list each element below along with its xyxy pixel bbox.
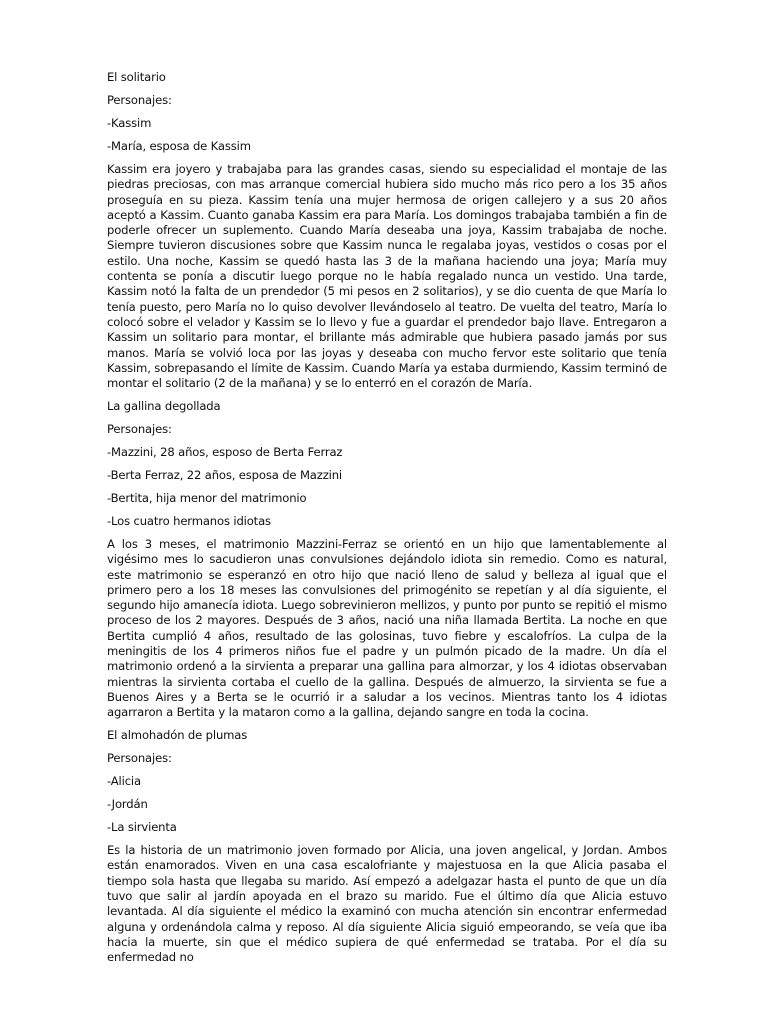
character-item: -Jordán bbox=[107, 797, 148, 812]
character-item: -Los cuatro hermanos idiotas bbox=[107, 514, 271, 528]
story-title: El solitario bbox=[107, 70, 166, 84]
characters-heading: Personajes: bbox=[107, 751, 172, 766]
character-item: -Bertita, hija menor del matrimonio bbox=[107, 491, 307, 506]
story-body: Es la historia de un matrimonio joven formado por Alicia, una joven angelical, y Jordan. Ambos están enamorados. Viven en una casa escalofriante y majestuosa en la que Alicia pasaba el tiempo sola hasta que llegaba su marido. Así empezó a adelgazar hasta el punto de que un día tuvo que salir al jardín apoyada en el brazo su marido. Fue el último día que Alicia estuvo levantada. Al día siguiente el médico la examinó con mucha atención sin encontrar enfermedad alguna y ordenándola calma y reposo. Al día siguiente Alicia siguió empeorando, se veía que iba hacia la muerte, sin que el médico supiera de qué enfermedad se trataba. Por el día su enfermedad no bbox=[107, 843, 667, 965]
characters-heading: Personajes: bbox=[107, 422, 172, 437]
character-item: -La sirvienta bbox=[107, 820, 177, 835]
story-title: La gallina degollada bbox=[107, 399, 221, 414]
character-item: -Mazzini, 28 años, esposo de Berta Ferraz bbox=[107, 445, 343, 460]
character-item: -Alicia bbox=[107, 774, 141, 789]
story-body: Kassim era joyero y trabajaba para las grandes casas, siendo su especialidad el montaje de las piedras preciosas, con mas arranque comercial hubiera sido mucho más rico pero a los 35 años proseguía en su pieza. Kassim tenía una mujer hermosa de origen callejero y a sus 20 años aceptó a Kassim. Cuanto ganaba Kassim era para María. Los domingos trabajaba también a fin de poderle ofrecer un suplemento. Cuando María deseaba una joya, Kassim trabajaba de noche. Siempre tuvieron discusiones sobre que Kassim nunca le regalaba joyas, vestidos o cosas por el estilo. Una noche, Kassim se quedó hasta las 3 de la mañana haciendo una joya; María muy contenta se ponía a discutir luego porque no le había regalado nunca un vestido. Una tarde, Kassim notó la falta de un prendedor (5 mi pesos en 2 solitarios), y se dio cuenta de que María lo tenía puesto, pero María no lo quiso devolver llevándoselo al teatro. De vuelta del teatro, María lo colocó sobre el velador y Kassim se lo llevo y fue a guardar el prendedor bajo llave. Entregaron a Kassim un solitario para montar, el brillante más admirable que hubiera pasado jamás por sus manos. María se volvió loca por las joyas y deseaba con mucho fervor este solitario que tenía Kassim, sobrepasando el límite de Kassim. Cuando María ya estaba durmiendo, Kassim terminó de montar el solitario (2 de la mañana) y se lo enterró en el corazón de María. bbox=[107, 161, 667, 391]
document-page bbox=[107, 70, 667, 973]
character-item: -Kassim bbox=[107, 115, 152, 130]
character-item: -María, esposa de Kassim bbox=[107, 138, 251, 153]
characters-heading: Personajes: bbox=[107, 92, 172, 107]
character-item: -Berta Ferraz, 22 años, esposa de Mazzini bbox=[107, 468, 342, 483]
story-title: El almohadón de plumas bbox=[107, 728, 248, 743]
story-body: A los 3 meses, el matrimonio Mazzini-Ferraz se orientó en un hijo que lamentablemente al vigésimo mes lo sacudieron unas convulsiones dejándolo idiota sin remedio. Como es natural, este matrimonio se esperanzó en otro hijo que nació lleno de salud y belleza al igual que el primero pero a los 18 meses las convulsiones del primogénito se repetían y al día siguiente, el segundo hijo amanecía idiota. Luego sobrevinieron mellizos, y punto por punto se repitió el mismo proceso de los 2 mayores. Después de 3 años, nació una niña llamada Bertita. La noche en que Bertita cumplió 4 años, resultado de las golosinas, tuvo fiebre y escalofríos. La culpa de la meningitis de los 4 primeros niños fue el padre y un pulmón picado de la madre. Un día el matrimonio ordenó a la sirvienta a preparar una gallina para almorzar, y los 4 idiotas observaban mientras la sirvienta cortaba el cuello de la gallina. Después de almuerzo, la sirvienta se fue a Buenos Aires y a Berta se le ocurrió ir a saludar a los vecinos. Mientras tanto los 4 idiotas agarraron a Bertita y la mataron como a la gallina, dejando sangre en toda la cocina. bbox=[107, 536, 667, 720]
